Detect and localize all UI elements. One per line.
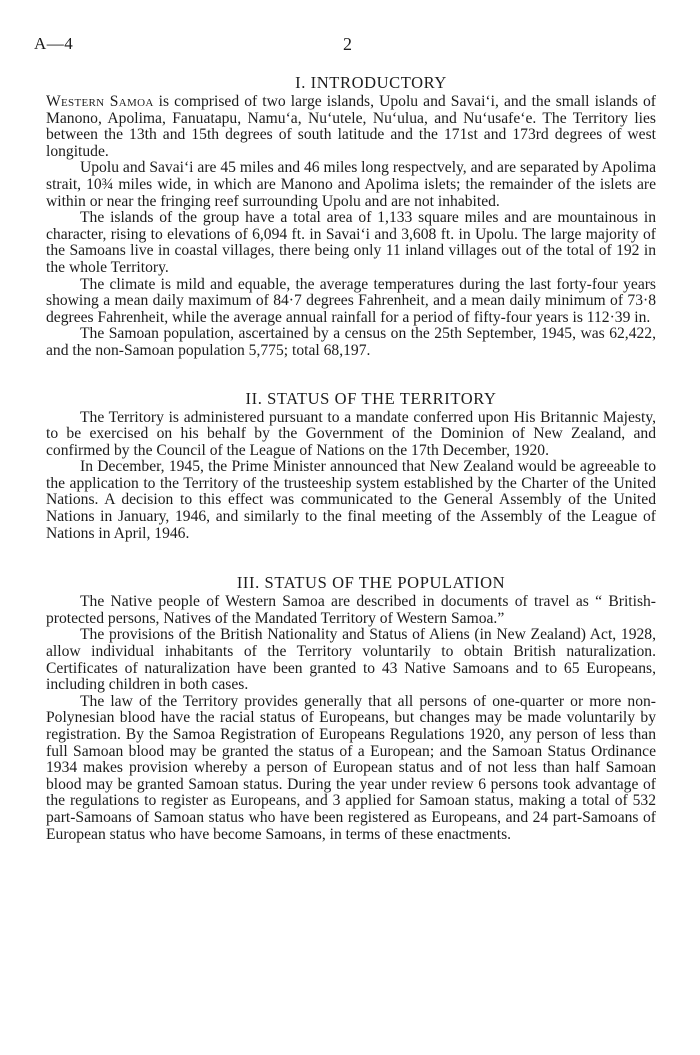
paragraph: The Samoan population, ascertained by a census on the 25th September, 1945, was 62,422, and the non-Samoan population 5,775; total 68,197.	[46, 325, 656, 359]
paragraph-text: is comprised of two large islands, Upolu and Savai‘i, and the small islands of Manono, Apolima, Fanuatapu, Namu‘a, Nu‘utele, Nu‘ulua, and Nu‘usafe‘e. The Territory lies between the 13th and 15th degrees of south latitude and the 171st and 173rd degrees of west longitude.	[46, 93, 656, 160]
paragraph	[46, 94, 656, 160]
section-status-of-population	[46, 572, 656, 843]
lead-words: Western Samoa	[46, 93, 154, 110]
section-heading: III. STATUS OF THE POPULATION	[236, 573, 506, 593]
page-reference: A—4	[34, 34, 74, 53]
document-body	[46, 72, 656, 843]
section-introductory	[46, 72, 656, 360]
paragraph: The climate is mild and equable, the average temperatures during the last forty-four years showing a mean daily maximum of 84·7 degrees Fahrenheit, and a mean daily minimum of 73·8 degrees Fahrenheit, while the average annual rainfall for a period of fifty-four years is 112·39 in.	[46, 275, 656, 326]
page-number: 2	[343, 34, 352, 54]
paragraph: The Native people of Western Samoa are described in documents of travel as “ British-protected persons, Natives of the Mandated Territory of Western Samoa.”	[46, 593, 656, 627]
section-heading: II. STATUS OF THE TERRITORY	[245, 388, 497, 408]
paragraph: The provisions of the British Nationality and Status of Aliens (in New Zealand) Act, 1928, allow individual inhabitants of the Territory voluntarily to obtain British naturalization. Certificates of naturalization have been granted to 43 Native Samoans and to 65 Europeans, including children in both cases.	[46, 626, 656, 694]
paragraph: The law of the Territory provides generally that all persons of one-quarter or more non-Polynesian blood have the racial status of Europeans, but changes may be made voluntarily by registration. By the Samoa Registration of Europeans Regulations 1920, any person of less than full Samoan blood may be granted the status of a European; and the Samoan Status Ordinance 1934 makes provision whereby a person of European status and of not less than half Samoan blood may be granted Samoan status. During the year under review 6 persons took advantage of the regulations to register as Europeans, and 3 applied for Samoan status, making a total of 532 part-Samoans of Samoan status who have been registered as Europeans, and 24 part-Samoans of European status who have become Samoans, in terms of these enactments.	[46, 692, 656, 843]
paragraph: The Territory is administered pursuant to a mandate conferred upon His Britannic Majesty, to be exercised on his behalf by the Government of the Dominion of New Zealand, and confirmed by the Council of the League of Nations on the 17th December, 1920.	[46, 408, 656, 459]
section-heading: I. INTRODUCTORY	[295, 73, 447, 92]
section-status-of-territory	[46, 388, 656, 543]
paragraph: In December, 1945, the Prime Minister announced that New Zealand would be agreeable to the application to the Territory of the trusteeship system established by the Charter of the United Nations. A decision to this effect was communicated to the General Assembly of the United Nations in January, 1946, and similarly to the final meeting of the Assembly of the League of Nations in April, 1946.	[46, 458, 656, 542]
paragraph: Upolu and Savai‘i are 45 miles and 46 miles long respectvely, and are separated by Apolima strait, 10¾ miles wide, in which are Manono and Apolima islets; the remainder of the islets are within or near the fringing reef surrounding Upolu and are not inhabited.	[46, 159, 656, 210]
paragraph: The islands of the group have a total area of 1,133 square miles and are mountainous in character, rising to elevations of 6,094 ft. in Savai‘i and 3,608 ft. in Upolu. The large majority of the Samoans live in coastal villages, there being only 11 inland villages out of the total of 192 in the whole Territory.	[46, 209, 656, 276]
